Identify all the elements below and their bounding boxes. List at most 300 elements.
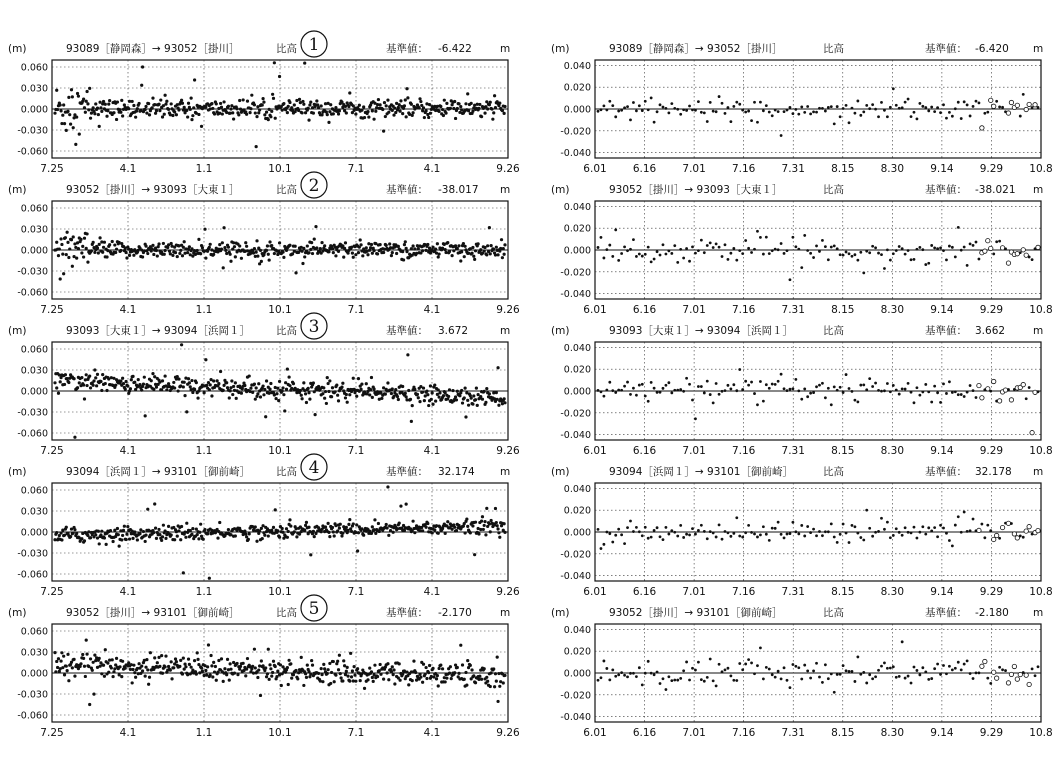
data-point bbox=[213, 112, 216, 115]
x-tick-label: 7.25 bbox=[40, 727, 64, 739]
data-point bbox=[172, 666, 175, 669]
data-point bbox=[191, 527, 194, 530]
data-point bbox=[756, 664, 759, 667]
data-point bbox=[101, 373, 104, 376]
data-point bbox=[771, 673, 774, 676]
data-point bbox=[862, 272, 865, 275]
x-tick-label: 4.1 bbox=[119, 163, 137, 175]
data-point bbox=[1006, 681, 1010, 685]
data-point bbox=[809, 677, 812, 680]
data-point bbox=[916, 117, 919, 120]
data-point bbox=[620, 252, 623, 255]
data-point bbox=[459, 644, 462, 647]
data-point bbox=[768, 252, 771, 255]
data-point bbox=[102, 246, 105, 249]
data-point bbox=[251, 391, 254, 394]
data-point bbox=[333, 680, 336, 683]
data-point bbox=[694, 669, 697, 672]
data-point bbox=[170, 533, 173, 536]
data-point bbox=[789, 532, 792, 535]
data-point bbox=[328, 535, 331, 538]
data-point bbox=[298, 98, 301, 101]
x-tick-label: 6.16 bbox=[632, 445, 657, 457]
data-point bbox=[197, 113, 200, 116]
data-point bbox=[980, 664, 984, 668]
data-point bbox=[382, 251, 385, 254]
data-point bbox=[780, 533, 783, 536]
data-point bbox=[363, 687, 366, 690]
data-point bbox=[263, 388, 266, 391]
x-tick-label: 6.16 bbox=[632, 163, 657, 175]
data-point bbox=[644, 395, 647, 398]
data-point bbox=[303, 529, 306, 532]
data-point bbox=[709, 242, 712, 245]
data-point bbox=[255, 145, 258, 148]
y-tick-label: -0.040 bbox=[560, 148, 591, 160]
data-point bbox=[274, 117, 277, 120]
data-point bbox=[111, 540, 114, 543]
data-point bbox=[219, 370, 222, 373]
panel-number: 2 bbox=[308, 176, 320, 196]
x-tick-label: 7.16 bbox=[731, 445, 756, 457]
data-point bbox=[358, 104, 361, 107]
data-point bbox=[348, 680, 351, 683]
data-point bbox=[371, 396, 374, 399]
data-point bbox=[119, 249, 122, 252]
data-point bbox=[886, 382, 889, 385]
data-point bbox=[371, 525, 374, 528]
data-point bbox=[397, 106, 400, 109]
short-term-chart-3 bbox=[551, 324, 1053, 457]
data-point bbox=[109, 529, 112, 532]
data-point bbox=[79, 662, 82, 665]
data-point bbox=[954, 255, 957, 258]
data-point bbox=[470, 397, 473, 400]
data-point bbox=[277, 399, 280, 402]
data-point bbox=[177, 377, 180, 380]
quantity-label: 比高 bbox=[276, 184, 297, 196]
data-points bbox=[597, 368, 1040, 435]
data-point bbox=[204, 669, 207, 672]
data-point bbox=[359, 679, 362, 682]
data-point bbox=[842, 391, 845, 394]
data-point bbox=[278, 75, 281, 78]
data-point bbox=[337, 250, 340, 253]
data-point bbox=[824, 110, 827, 113]
base-value: -6.420 bbox=[975, 43, 1009, 55]
data-point bbox=[105, 115, 108, 118]
data-point bbox=[1015, 252, 1019, 256]
data-point bbox=[930, 106, 933, 109]
data-point bbox=[895, 389, 898, 392]
data-point bbox=[182, 385, 185, 388]
data-point bbox=[821, 681, 824, 684]
data-point bbox=[162, 524, 165, 527]
data-point bbox=[994, 533, 998, 537]
x-tick-label: 7.16 bbox=[731, 586, 756, 598]
data-point bbox=[397, 245, 400, 248]
data-point bbox=[379, 663, 382, 666]
data-point bbox=[196, 533, 199, 536]
data-point bbox=[301, 111, 304, 114]
data-point bbox=[644, 526, 647, 529]
data-point bbox=[918, 102, 921, 105]
x-tick-label: 10.1 bbox=[268, 445, 292, 457]
data-point bbox=[712, 401, 715, 404]
y-tick-label: 0.030 bbox=[20, 224, 48, 236]
data-point bbox=[60, 651, 63, 654]
data-point bbox=[455, 398, 458, 401]
data-point bbox=[470, 252, 473, 255]
data-point bbox=[151, 96, 154, 99]
data-point bbox=[273, 252, 276, 255]
data-point bbox=[269, 115, 272, 118]
data-point bbox=[236, 673, 239, 676]
data-point bbox=[302, 381, 305, 384]
data-point bbox=[215, 102, 218, 105]
data-point bbox=[485, 676, 488, 679]
data-point bbox=[353, 665, 356, 668]
data-point bbox=[883, 389, 886, 392]
data-point bbox=[756, 121, 759, 124]
data-point bbox=[171, 114, 174, 117]
data-point bbox=[357, 251, 360, 254]
data-point bbox=[262, 100, 265, 103]
data-point bbox=[222, 226, 225, 229]
data-point bbox=[703, 251, 706, 254]
data-point bbox=[1019, 251, 1022, 254]
data-point bbox=[428, 664, 431, 667]
data-point bbox=[653, 121, 656, 124]
data-point bbox=[72, 658, 75, 661]
x-tick-label: 9.29 bbox=[979, 163, 1004, 175]
data-point bbox=[245, 245, 248, 248]
data-point bbox=[608, 244, 611, 247]
data-point bbox=[414, 671, 417, 674]
x-tick-label: 7.25 bbox=[40, 163, 64, 175]
short-term-chart-4 bbox=[551, 465, 1053, 598]
data-point bbox=[957, 226, 960, 229]
base-value-label: 基準値： bbox=[925, 607, 967, 619]
data-point bbox=[471, 524, 474, 527]
data-point bbox=[186, 115, 189, 118]
data-point bbox=[747, 110, 750, 113]
data-point bbox=[969, 242, 972, 245]
data-point bbox=[222, 680, 225, 683]
data-point bbox=[81, 245, 84, 248]
data-point bbox=[997, 399, 1001, 403]
data-point bbox=[111, 675, 114, 678]
data-point bbox=[889, 390, 892, 393]
data-point bbox=[92, 241, 95, 244]
data-point bbox=[1007, 388, 1010, 391]
data-point bbox=[650, 260, 653, 263]
data-point bbox=[939, 401, 942, 404]
data-point bbox=[149, 651, 152, 654]
x-tick-label: 8.15 bbox=[831, 163, 855, 175]
data-point bbox=[1019, 535, 1022, 538]
x-tick-label: 10.1 bbox=[268, 304, 292, 316]
data-point bbox=[682, 669, 685, 672]
data-point bbox=[259, 249, 262, 252]
data-point bbox=[1015, 536, 1019, 540]
data-point bbox=[238, 244, 241, 247]
data-point bbox=[868, 251, 871, 254]
data-point bbox=[921, 248, 924, 251]
data-point bbox=[455, 529, 458, 532]
data-point bbox=[620, 109, 623, 112]
data-point bbox=[868, 107, 871, 110]
data-point bbox=[756, 230, 759, 233]
data-point bbox=[706, 380, 709, 383]
data-point bbox=[437, 388, 440, 391]
data-point bbox=[124, 380, 127, 383]
x-tick-label: 4.1 bbox=[119, 304, 137, 316]
data-point bbox=[868, 377, 871, 380]
data-point bbox=[421, 529, 424, 532]
unit-label: (m) bbox=[551, 325, 570, 337]
data-point bbox=[220, 248, 223, 251]
data-point bbox=[288, 375, 291, 378]
data-point bbox=[210, 394, 213, 397]
data-point bbox=[948, 380, 951, 383]
data-point bbox=[255, 251, 258, 254]
data-point bbox=[203, 391, 206, 394]
data-point bbox=[65, 665, 68, 668]
data-point bbox=[268, 240, 271, 243]
data-point bbox=[608, 100, 611, 103]
data-point bbox=[963, 395, 966, 398]
data-point bbox=[187, 377, 190, 380]
data-point bbox=[463, 678, 466, 681]
data-point bbox=[800, 524, 803, 527]
data-point bbox=[160, 388, 163, 391]
data-point bbox=[503, 112, 506, 115]
data-point bbox=[294, 669, 297, 672]
data-point bbox=[868, 673, 871, 676]
long-term-chart-1 bbox=[8, 31, 520, 175]
data-point bbox=[379, 243, 382, 246]
base-value-label: 基準値： bbox=[386, 184, 428, 196]
data-point bbox=[70, 238, 73, 241]
data-point bbox=[712, 110, 715, 113]
data-point bbox=[464, 102, 467, 105]
x-tick-label: 10.8 bbox=[1029, 163, 1053, 175]
data-point bbox=[886, 115, 889, 118]
data-point bbox=[183, 394, 186, 397]
data-point bbox=[434, 399, 437, 402]
data-point bbox=[59, 237, 62, 240]
data-point bbox=[936, 247, 939, 250]
data-point bbox=[459, 105, 462, 108]
data-point bbox=[930, 677, 933, 680]
data-point bbox=[827, 258, 830, 261]
data-point bbox=[818, 384, 821, 387]
data-point bbox=[459, 259, 462, 262]
data-point bbox=[332, 112, 335, 115]
data-point bbox=[211, 675, 214, 678]
data-point bbox=[978, 671, 981, 674]
data-point bbox=[1037, 106, 1040, 109]
data-point bbox=[424, 526, 427, 529]
data-point bbox=[600, 236, 603, 239]
data-point bbox=[469, 531, 472, 534]
data-point bbox=[466, 399, 469, 402]
data-point bbox=[374, 532, 377, 535]
data-point bbox=[498, 685, 501, 688]
y-tick-label: -0.040 bbox=[560, 571, 591, 583]
data-point bbox=[126, 385, 129, 388]
data-point bbox=[1001, 106, 1004, 109]
data-point bbox=[242, 662, 245, 665]
data-point bbox=[430, 398, 433, 401]
data-point bbox=[340, 534, 343, 537]
data-point bbox=[246, 100, 249, 103]
data-point bbox=[62, 655, 65, 658]
data-point bbox=[886, 248, 889, 251]
y-tick-label: 0.030 bbox=[20, 365, 48, 377]
data-point bbox=[1028, 386, 1031, 389]
data-point bbox=[119, 111, 122, 114]
data-point bbox=[848, 121, 851, 124]
x-tick-label: 10.1 bbox=[268, 586, 292, 598]
data-point bbox=[1024, 529, 1028, 533]
data-point bbox=[229, 253, 232, 256]
data-point bbox=[196, 249, 199, 252]
data-point bbox=[301, 100, 304, 103]
data-point bbox=[157, 245, 160, 248]
data-point bbox=[638, 530, 641, 533]
data-point bbox=[144, 414, 147, 417]
data-point bbox=[385, 526, 388, 529]
data-point bbox=[957, 661, 960, 664]
data-point bbox=[247, 538, 250, 541]
data-point bbox=[359, 238, 362, 241]
data-point bbox=[791, 236, 794, 239]
data-point bbox=[98, 236, 101, 239]
data-point bbox=[685, 109, 688, 112]
data-point bbox=[638, 384, 641, 387]
data-point bbox=[458, 394, 461, 397]
data-point bbox=[969, 115, 972, 118]
data-point bbox=[980, 523, 983, 526]
data-point bbox=[176, 535, 179, 538]
data-point bbox=[753, 392, 756, 395]
y-tick-label: -0.020 bbox=[560, 549, 591, 561]
data-point bbox=[282, 256, 285, 259]
data-point bbox=[77, 247, 80, 250]
data-point bbox=[286, 666, 289, 669]
base-value-label: 基準値： bbox=[386, 607, 428, 619]
data-point bbox=[294, 271, 297, 274]
data-point bbox=[244, 533, 247, 536]
data-point bbox=[942, 249, 945, 252]
y-tick-label: -0.030 bbox=[17, 125, 48, 137]
data-point bbox=[360, 109, 363, 112]
data-point bbox=[191, 255, 194, 258]
data-point bbox=[800, 678, 803, 681]
data-point bbox=[327, 531, 330, 534]
data-point bbox=[217, 382, 220, 385]
data-point bbox=[183, 106, 186, 109]
data-point bbox=[874, 108, 877, 111]
data-point bbox=[824, 245, 827, 248]
data-point bbox=[398, 522, 401, 525]
data-point bbox=[281, 389, 284, 392]
data-point bbox=[285, 527, 288, 530]
y-tick-label: -0.030 bbox=[17, 548, 48, 560]
data-point bbox=[310, 241, 313, 244]
data-point bbox=[121, 114, 124, 117]
data-point bbox=[503, 253, 506, 256]
data-point bbox=[146, 508, 149, 511]
data-point bbox=[901, 106, 904, 109]
data-point bbox=[239, 665, 242, 668]
data-point bbox=[66, 241, 69, 244]
data-point bbox=[337, 668, 340, 671]
data-point bbox=[933, 385, 936, 388]
data-point bbox=[340, 676, 343, 679]
data-point bbox=[623, 542, 626, 545]
data-point bbox=[417, 247, 420, 250]
data-point bbox=[975, 671, 978, 674]
x-tick-label: 1.1 bbox=[195, 727, 213, 739]
data-point bbox=[127, 661, 130, 664]
data-point bbox=[738, 662, 741, 665]
data-point bbox=[92, 693, 95, 696]
data-point bbox=[155, 386, 158, 389]
data-point bbox=[82, 383, 85, 386]
x-tick-label: 9.14 bbox=[930, 727, 954, 739]
data-point bbox=[951, 115, 954, 118]
data-point bbox=[387, 678, 390, 681]
data-point bbox=[1025, 397, 1028, 400]
data-point bbox=[732, 105, 735, 108]
data-point bbox=[721, 390, 724, 393]
data-point bbox=[794, 108, 797, 111]
data-point bbox=[700, 678, 703, 681]
unit-label: (m) bbox=[551, 607, 570, 619]
data-point bbox=[362, 105, 365, 108]
data-point bbox=[771, 114, 774, 117]
data-point bbox=[444, 248, 447, 251]
data-point bbox=[744, 531, 747, 534]
data-point bbox=[351, 669, 354, 672]
data-point bbox=[310, 659, 313, 662]
x-tick-label: 7.16 bbox=[731, 727, 756, 739]
data-point bbox=[727, 106, 730, 109]
data-point bbox=[73, 436, 76, 439]
short-term-chart-5 bbox=[551, 606, 1053, 739]
data-point bbox=[465, 684, 468, 687]
y-tick-label: 0.000 bbox=[563, 386, 591, 398]
data-point bbox=[477, 107, 480, 110]
data-point bbox=[336, 660, 339, 663]
data-point bbox=[55, 660, 58, 663]
data-point bbox=[989, 98, 993, 102]
data-point bbox=[794, 245, 797, 248]
data-point bbox=[650, 672, 653, 675]
data-point bbox=[856, 259, 859, 262]
data-point bbox=[877, 669, 880, 672]
data-point bbox=[100, 110, 103, 113]
data-point bbox=[461, 401, 464, 404]
data-point bbox=[138, 662, 141, 665]
data-point bbox=[301, 397, 304, 400]
data-point bbox=[306, 244, 309, 247]
data-point bbox=[90, 249, 93, 252]
data-point bbox=[688, 383, 691, 386]
